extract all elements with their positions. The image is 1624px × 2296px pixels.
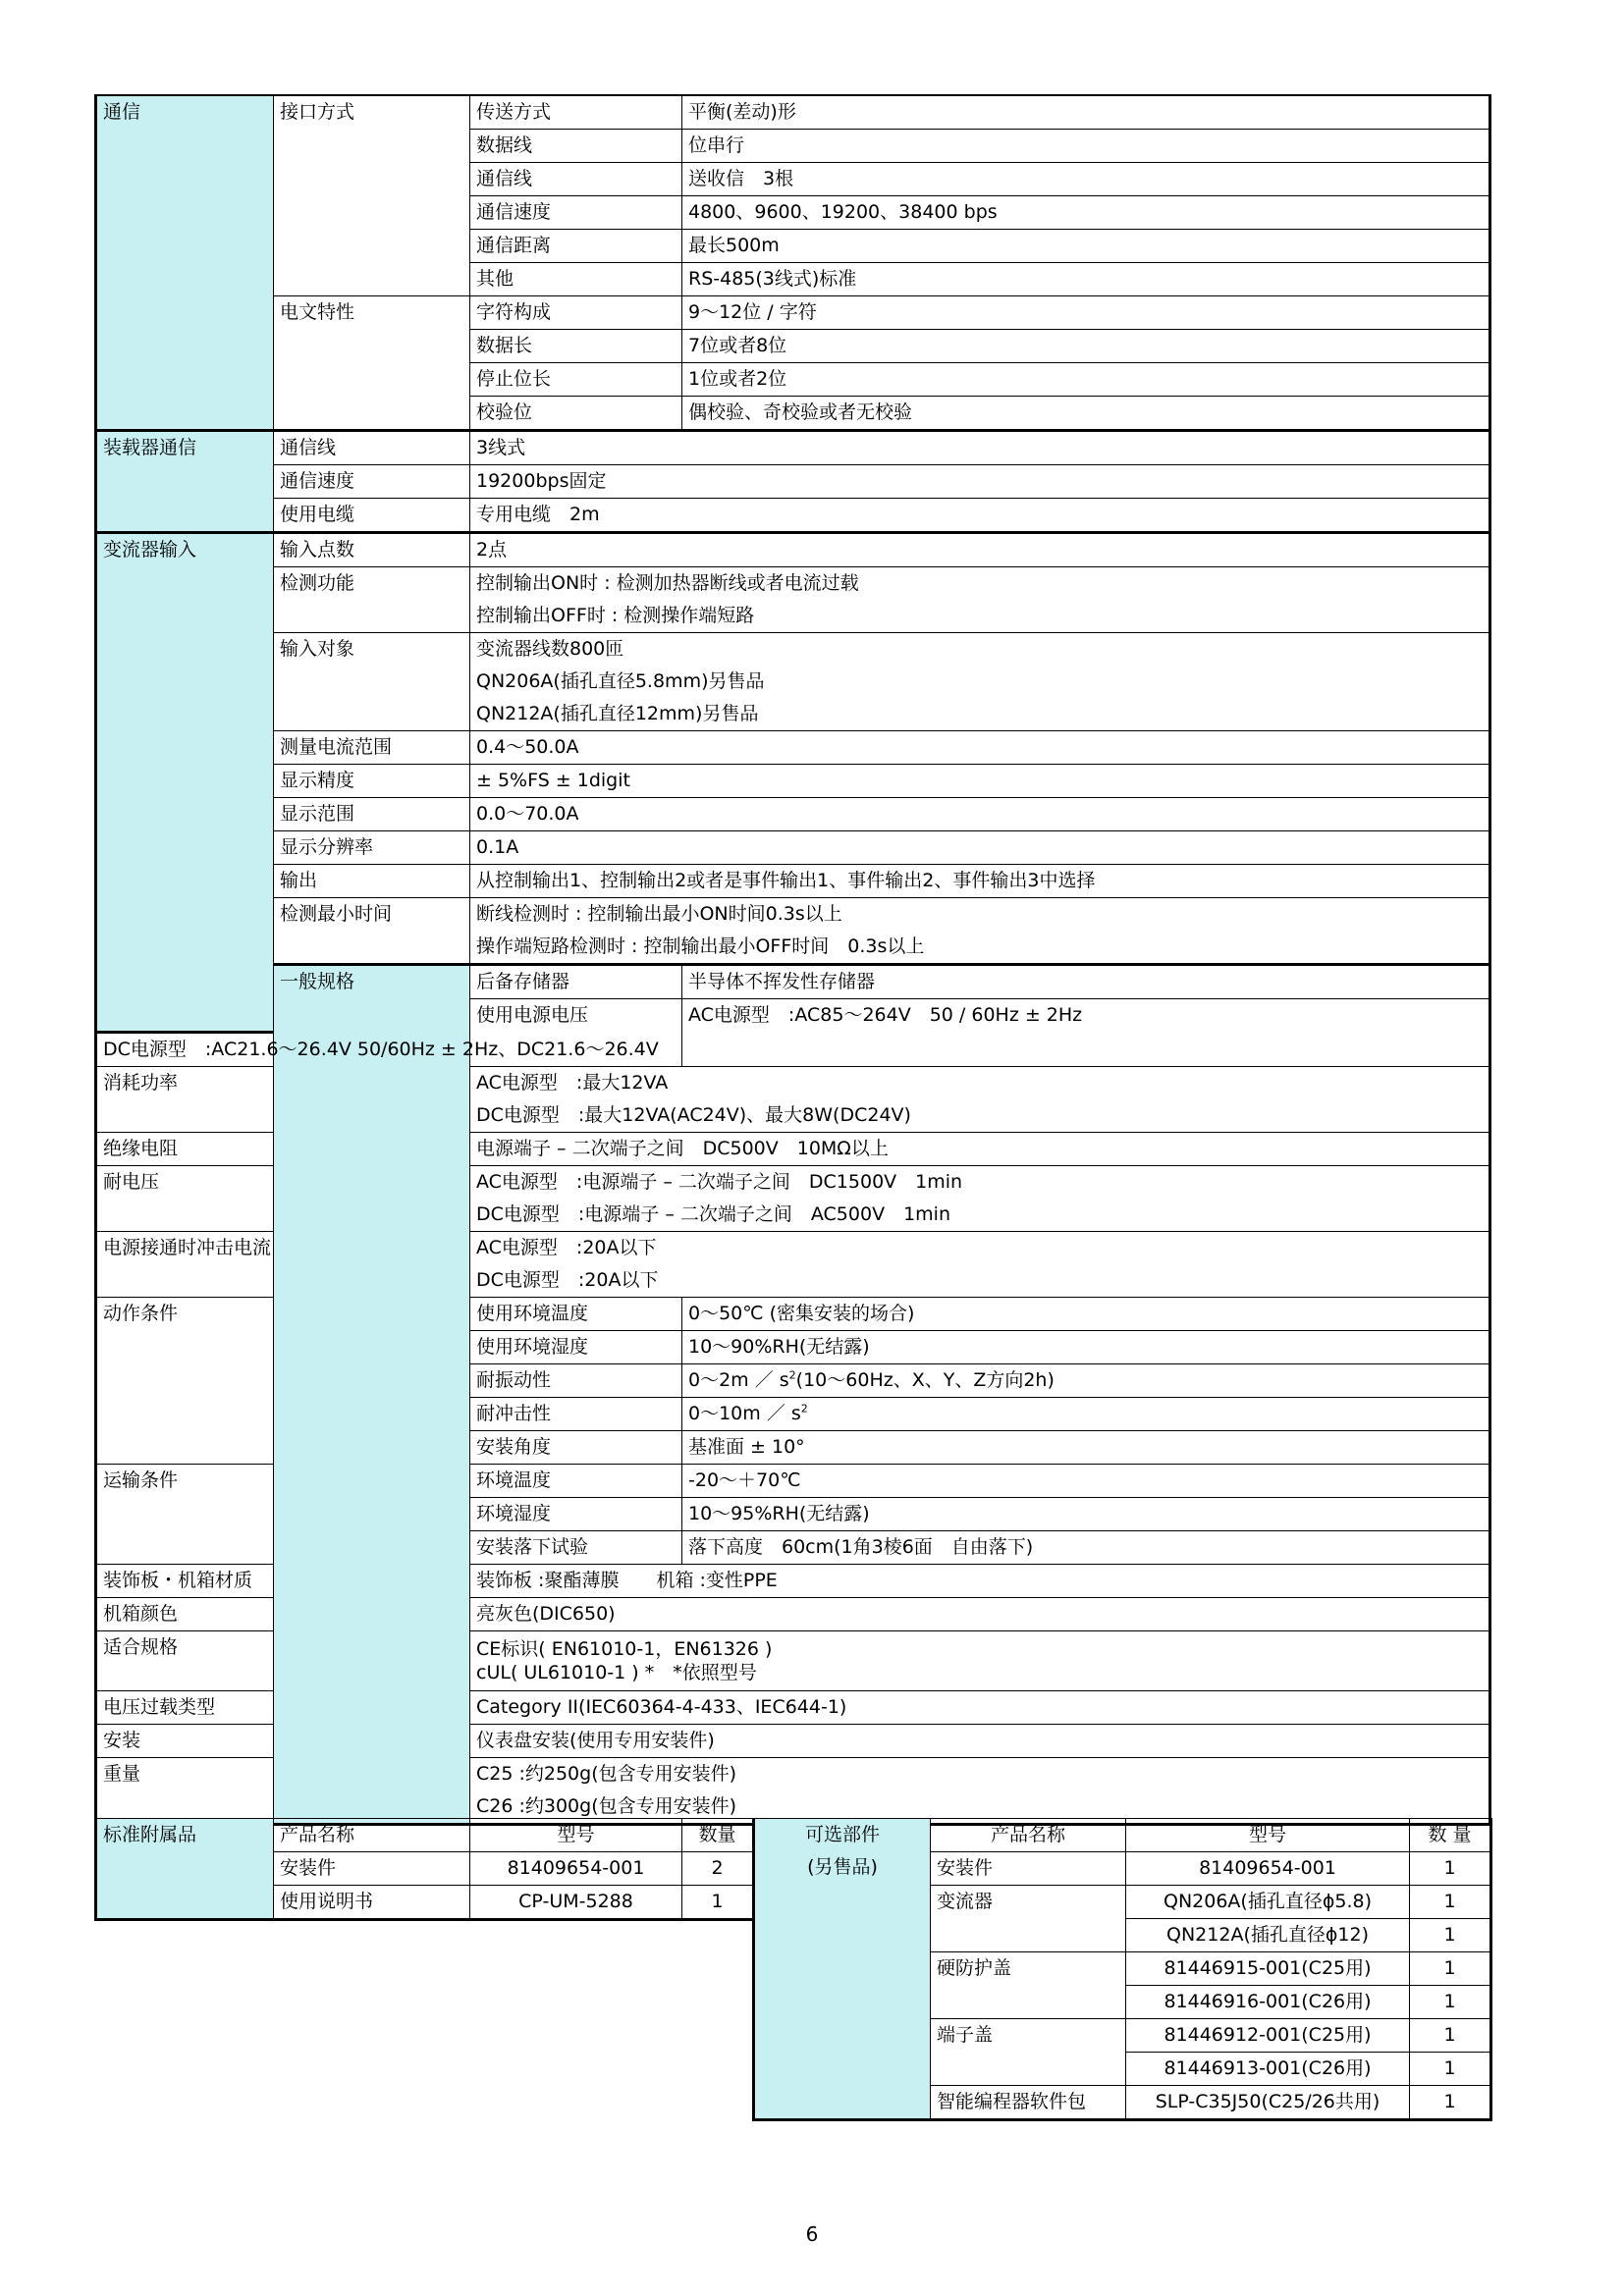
- ct-val: 0.4～50.0A: [470, 731, 1490, 765]
- weight-line: C25 :约250g(包含专用安装件): [470, 1757, 1490, 1790]
- opt-model: 81446912-001(C25用): [1126, 2019, 1410, 2053]
- if-key: 传送方式: [470, 95, 682, 130]
- opt-qty: 1: [1410, 2086, 1491, 2120]
- op-val: 基准面 ± 10°: [682, 1430, 1490, 1464]
- cat-accessories: 标准附属品: [96, 1819, 274, 1920]
- ct-key: 输出: [274, 865, 470, 898]
- label-target: 输入对象: [274, 633, 470, 731]
- tel-val: 1位或者2位: [682, 363, 1490, 397]
- op-key: 耐冲击性: [470, 1397, 682, 1430]
- acc-model: CP-UM-5288: [470, 1886, 682, 1920]
- gen-val: 电源端子 – 二次端子之间 DC500V 10MΩ以上: [470, 1132, 1490, 1165]
- if-key: 通信距离: [470, 230, 682, 263]
- power-line: DC电源型 :最大12VA(AC24V)、最大8W(DC24V): [470, 1099, 1490, 1133]
- label-mintime: 检测最小时间: [274, 898, 470, 965]
- if-val: RS-485(3线式)标准: [682, 263, 1490, 296]
- opt-qty: 1: [1410, 1886, 1491, 1919]
- acc-hdr-qty: 数量: [682, 1819, 754, 1852]
- options-title: 可选部件: [804, 1824, 880, 1845]
- loader-val: 专用电缆 2m: [470, 499, 1490, 533]
- acc-hdr-model: 型号: [470, 1819, 682, 1852]
- detect-line: 控制输出ON时 : 检测加热器断线或者电流过载: [470, 567, 1490, 601]
- vib-value: 0～2m ／ s: [688, 1368, 789, 1391]
- options-subtitle: (另售品): [807, 1856, 878, 1878]
- acc-name: 安装件: [274, 1852, 470, 1886]
- gen-key: 电压过载类型: [96, 1690, 274, 1724]
- label-psu: 使用电源电压: [470, 999, 682, 1067]
- opt-model: QN212A(插孔直径ϕ12): [1126, 1919, 1410, 1952]
- gen-key: 绝缘电阻: [96, 1132, 274, 1165]
- acc-model: 81409654-001: [470, 1852, 682, 1886]
- ct-val: ± 5%FS ± 1digit: [470, 765, 1490, 798]
- trans-key: 安装落下试验: [470, 1530, 682, 1564]
- ct-val: 0.1A: [470, 831, 1490, 865]
- tel-val: 偶校验、奇校验或者无校验: [682, 397, 1490, 431]
- weight-line: C26 :约300g(包含专用安装件): [470, 1790, 1490, 1825]
- mintime-line: 操作端短路检测时 : 控制输出最小OFF时间 0.3s以上: [470, 931, 1490, 965]
- opt-model: 81446915-001(C25用): [1126, 1952, 1410, 1986]
- tel-key: 字符构成: [470, 296, 682, 330]
- label-standards: 适合规格: [96, 1630, 274, 1690]
- acc-name: 使用说明书: [274, 1886, 470, 1920]
- gen-val: 仪表盘安装(使用专用安装件): [470, 1724, 1490, 1757]
- std-line: CE标识( EN61010-1，EN61326 ): [470, 1630, 1490, 1661]
- trans-val: 10～95%RH(无结露): [682, 1497, 1490, 1530]
- opt-model: 81446913-001(C26用): [1126, 2053, 1410, 2086]
- tel-val: 7位或者8位: [682, 330, 1490, 363]
- options-table: [752, 1818, 1492, 2121]
- acc-qty: 2: [682, 1852, 754, 1886]
- target-line: 变流器线数800匝: [470, 633, 1490, 667]
- shock-value: 0～10m ／ s: [688, 1402, 801, 1424]
- psu-line: DC电源型 :AC21.6～26.4V 50/60Hz ± 2Hz、DC21.6～26.4V: [96, 1032, 470, 1066]
- label-operating: 动作条件: [96, 1297, 274, 1464]
- if-key: 通信线: [470, 163, 682, 196]
- cat-ct: 变流器输入: [96, 533, 274, 1033]
- gen-val: 半导体不挥发性存储器: [682, 965, 1490, 999]
- ct-key: 输入点数: [274, 533, 470, 567]
- if-val: 位串行: [682, 130, 1490, 163]
- opt-qty: 1: [1410, 1852, 1491, 1886]
- opt-hdr-qty: 数 量: [1410, 1819, 1491, 1852]
- if-key: 通信速度: [470, 196, 682, 230]
- label-interface: 接口方式: [274, 95, 470, 296]
- ct-key: 显示范围: [274, 798, 470, 831]
- acc-qty: 1: [682, 1886, 754, 1920]
- opt-qty: 1: [1410, 1952, 1491, 1986]
- inrush-line: AC电源型 :20A以下: [470, 1231, 1490, 1264]
- opt-model: 81446916-001(C26用): [1126, 1986, 1410, 2019]
- label-transport: 运输条件: [96, 1464, 274, 1564]
- opt-model: QN206A(插孔直径ϕ5.8): [1126, 1886, 1410, 1919]
- withstand-line: AC电源型 :电源端子 – 二次端子之间 DC1500V 1min: [470, 1165, 1490, 1199]
- ct-key: 显示分辨率: [274, 831, 470, 865]
- opt-name-hard: 硬防护盖: [931, 1952, 1126, 2019]
- ct-val: 2点: [470, 533, 1490, 567]
- opt-name-term: 端子盖: [931, 2019, 1126, 2086]
- trans-key: 环境温度: [470, 1464, 682, 1497]
- opt-name: 安装件: [931, 1852, 1126, 1886]
- label-weight: 重量: [96, 1757, 274, 1824]
- tel-key: 停止位长: [470, 363, 682, 397]
- vib-tail: (10～60Hz、X、Y、Z方向2h): [795, 1368, 1055, 1391]
- loader-val: 19200bps固定: [470, 465, 1490, 499]
- trans-val: 落下高度 60cm(1角3棱6面 自由落下): [682, 1530, 1490, 1564]
- tel-key: 数据长: [470, 330, 682, 363]
- label-detect: 检测功能: [274, 567, 470, 633]
- if-val: 平衡(差动)形: [682, 95, 1490, 130]
- if-val: 送收信 3根: [682, 163, 1490, 196]
- power-line: AC电源型 :最大12VA: [470, 1066, 1490, 1099]
- label-withstand: 耐电压: [96, 1165, 274, 1231]
- op-key: 使用环境湿度: [470, 1330, 682, 1363]
- ct-key: 测量电流范围: [274, 731, 470, 765]
- op-key: 安装角度: [470, 1430, 682, 1464]
- inrush-line: DC电源型 :20A以下: [470, 1264, 1490, 1298]
- loader-key: 通信线: [274, 431, 470, 465]
- gen-val: Category II(IEC60364-4-433、IEC644-1): [470, 1690, 1490, 1724]
- op-key: 使用环境温度: [470, 1297, 682, 1330]
- std-line: cUL( UL61010-1 ) * *依照型号: [470, 1661, 1490, 1691]
- opt-hdr-model: 型号: [1126, 1819, 1410, 1852]
- if-key: 数据线: [470, 130, 682, 163]
- gen-key: 装饰板・机箱材质: [96, 1564, 274, 1597]
- opt-qty: 1: [1410, 2053, 1491, 2086]
- cat-comm: 通信: [96, 95, 274, 431]
- mintime-line: 断线检测时 : 控制输出最小ON时间0.3s以上: [470, 898, 1490, 932]
- opt-name: 智能编程器软件包: [931, 2086, 1126, 2120]
- tel-val: 9～12位 / 字符: [682, 296, 1490, 330]
- vib-sup: 2: [788, 1368, 796, 1382]
- accessories-table: [94, 1818, 755, 1921]
- label-inrush: 电源接通时冲击电流: [96, 1231, 274, 1297]
- label-power: 消耗功率: [96, 1066, 274, 1132]
- target-line: QN212A(插孔直径12mm)另售品: [470, 698, 1490, 731]
- if-key: 其他: [470, 263, 682, 296]
- opt-name-ct: 变流器: [931, 1886, 1126, 1952]
- psu-line: AC电源型 :AC85～264V 50 / 60Hz ± 2Hz: [682, 999, 1490, 1033]
- label-telegram: 电文特性: [274, 296, 470, 431]
- detect-line: 控制输出OFF时 : 检测操作端短路: [470, 600, 1490, 633]
- loader-key: 通信速度: [274, 465, 470, 499]
- ct-val: 从控制输出1、控制输出2或者是事件输出1、事件输出2、事件输出3中选择: [470, 865, 1490, 898]
- shock-sup: 2: [800, 1402, 808, 1415]
- opt-qty: 1: [1410, 1986, 1491, 2019]
- cat-options: [754, 1819, 931, 2120]
- if-val: 最长500m: [682, 230, 1490, 263]
- opt-qty: 1: [1410, 2019, 1491, 2053]
- gen-val: 装饰板 :聚酯薄膜 机箱 :变性PPE: [470, 1564, 1490, 1597]
- spec-table: [94, 94, 1491, 1826]
- opt-model: 81409654-001: [1126, 1852, 1410, 1886]
- opt-qty: 1: [1410, 1919, 1491, 1952]
- gen-key: 安装: [96, 1724, 274, 1757]
- opt-hdr-name: 产品名称: [931, 1819, 1126, 1852]
- trans-key: 环境湿度: [470, 1497, 682, 1530]
- withstand-line: DC电源型 :电源端子 – 二次端子之间 AC500V 1min: [470, 1199, 1490, 1232]
- if-val: 4800、9600、19200、38400 bps: [682, 196, 1490, 230]
- op-val: 10～90%RH(无结露): [682, 1330, 1490, 1363]
- gen-key: 后备存储器: [470, 965, 682, 999]
- op-val: [682, 1363, 1490, 1397]
- gen-key: 机箱颜色: [96, 1597, 274, 1630]
- target-line: QN206A(插孔直径5.8mm)另售品: [470, 666, 1490, 698]
- opt-model: SLP-C35J50(C25/26共用): [1126, 2086, 1410, 2120]
- trans-val: -20～＋70℃: [682, 1464, 1490, 1497]
- ct-val: 0.0～70.0A: [470, 798, 1490, 831]
- tel-key: 校验位: [470, 397, 682, 431]
- loader-val: 3线式: [470, 431, 1490, 465]
- cat-general: 一般规格: [274, 965, 470, 1825]
- op-val: [682, 1397, 1490, 1430]
- loader-key: 使用电缆: [274, 499, 470, 533]
- op-key: 耐振动性: [470, 1363, 682, 1397]
- ct-key: 显示精度: [274, 765, 470, 798]
- gen-val: 亮灰色(DIC650): [470, 1597, 1490, 1630]
- cat-loader: 装载器通信: [96, 431, 274, 533]
- page-number: 6: [805, 2222, 819, 2246]
- op-val: 0～50℃ (密集安装的场合): [682, 1297, 1490, 1330]
- acc-hdr-name: 产品名称: [274, 1819, 470, 1852]
